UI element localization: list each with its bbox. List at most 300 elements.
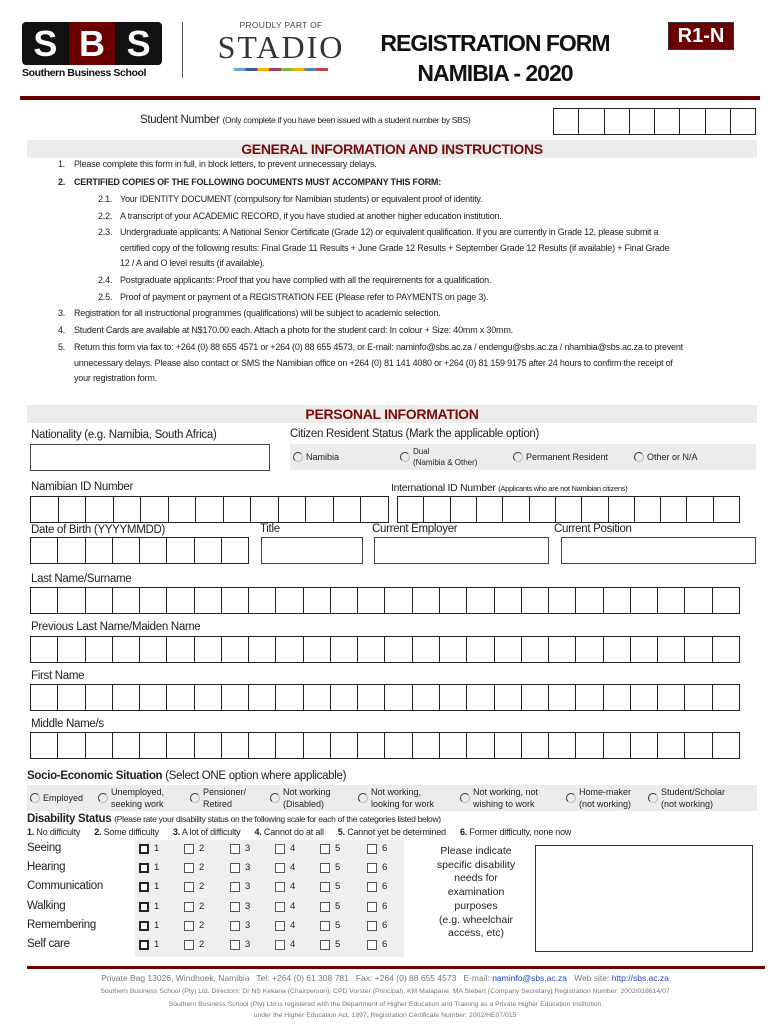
rating-checkbox[interactable] — [184, 844, 194, 854]
general-heading: GENERAL INFORMATION AND INSTRUCTIONS — [27, 140, 757, 158]
radio-icon — [270, 793, 280, 803]
rating-checkbox[interactable] — [184, 940, 194, 950]
rating-label: 5 — [335, 862, 341, 873]
rating-checkbox[interactable] — [184, 882, 194, 892]
character-box[interactable] — [609, 497, 635, 522]
employer-input[interactable] — [374, 537, 549, 564]
character-box[interactable] — [554, 109, 579, 134]
character-box[interactable] — [713, 588, 739, 613]
personal-heading: PERSONAL INFORMATION — [27, 405, 757, 423]
scale-item: 6. Former difficulty, none now — [459, 827, 572, 837]
character-box[interactable] — [58, 538, 85, 563]
character-box[interactable] — [304, 588, 331, 613]
rating-label: 1 — [154, 920, 160, 931]
character-box[interactable] — [655, 109, 680, 134]
character-box[interactable] — [304, 733, 331, 758]
character-box[interactable] — [658, 637, 685, 662]
radio-icon — [400, 452, 410, 462]
character-box[interactable] — [249, 685, 276, 710]
character-box[interactable] — [495, 685, 522, 710]
character-box[interactable] — [113, 637, 140, 662]
character-box[interactable] — [440, 685, 467, 710]
character-box[interactable] — [630, 109, 655, 134]
rating-checkbox[interactable] — [275, 940, 285, 950]
position-input[interactable] — [561, 537, 756, 564]
character-box[interactable] — [631, 637, 658, 662]
header-rule — [20, 96, 760, 100]
character-box[interactable] — [495, 733, 522, 758]
character-box[interactable] — [685, 637, 712, 662]
character-box[interactable] — [687, 497, 713, 522]
character-box[interactable] — [86, 497, 114, 522]
prev-name-input[interactable] — [30, 636, 740, 663]
character-box[interactable] — [140, 733, 167, 758]
footer-rule — [27, 966, 765, 969]
character-box[interactable] — [685, 588, 712, 613]
rating-label: 4 — [290, 881, 296, 892]
character-box[interactable] — [113, 538, 140, 563]
character-box[interactable] — [713, 637, 739, 662]
socio-option[interactable]: Home-maker (not working) — [566, 786, 631, 810]
instruction-text: 2.2. — [98, 211, 113, 221]
citizen-status-label: Citizen Resident Status (Mark the applicable option) — [290, 428, 540, 440]
character-box[interactable] — [413, 685, 440, 710]
rating-checkbox[interactable] — [275, 902, 285, 912]
character-box[interactable] — [59, 497, 87, 522]
instruction-text: 12 / A and O level results (if available). — [120, 258, 265, 268]
character-box[interactable] — [304, 685, 331, 710]
socio-option[interactable]: Not working (Disabled) — [270, 786, 331, 810]
character-box[interactable] — [306, 497, 334, 522]
disability-needs-input[interactable] — [535, 845, 753, 952]
rating-checkbox[interactable] — [320, 882, 330, 892]
character-box[interactable] — [113, 733, 140, 758]
character-box[interactable] — [167, 733, 194, 758]
namibian-id-label: Namibian ID Number — [31, 481, 133, 493]
nationality-input[interactable] — [30, 444, 270, 471]
form-title — [370, 28, 620, 88]
character-box[interactable] — [605, 109, 630, 134]
instruction-text: CERTIFIED COPIES OF THE FOLLOWING DOCUMENTS MUST ACCOMPANY THIS FORM: — [74, 177, 442, 187]
character-box[interactable] — [195, 685, 222, 710]
rating-label: 3 — [245, 862, 251, 873]
character-box[interactable] — [576, 588, 603, 613]
character-box[interactable] — [358, 637, 385, 662]
character-box[interactable] — [361, 497, 388, 522]
character-box[interactable] — [604, 733, 631, 758]
rating-checkbox[interactable] — [367, 844, 377, 854]
dob-label: Date of Birth (YYYYMMDD) — [31, 524, 166, 536]
character-box[interactable] — [331, 588, 358, 613]
character-box[interactable] — [522, 685, 549, 710]
rating-checkbox[interactable] — [139, 902, 149, 912]
character-box[interactable] — [631, 733, 658, 758]
rating-checkbox[interactable] — [184, 902, 194, 912]
character-box[interactable] — [413, 637, 440, 662]
instruction-text: 3. — [58, 308, 66, 318]
rating-label: 3 — [245, 881, 251, 892]
socio-option[interactable]: Employed — [30, 792, 83, 804]
character-box[interactable] — [58, 588, 85, 613]
character-box[interactable] — [549, 733, 576, 758]
character-box[interactable] — [549, 637, 576, 662]
character-box[interactable] — [467, 733, 494, 758]
last-name-label: Last Name/Surname — [31, 573, 132, 585]
rating-checkbox[interactable] — [275, 882, 285, 892]
partner-prefix: PROUDLY PART OF — [239, 20, 323, 30]
rating-label: 3 — [245, 901, 251, 912]
rating-checkbox[interactable] — [230, 863, 240, 873]
character-box[interactable] — [714, 497, 739, 522]
rating-checkbox[interactable] — [139, 882, 149, 892]
needs-line: examination — [447, 886, 505, 899]
rating-checkbox[interactable] — [275, 863, 285, 873]
character-box[interactable] — [440, 733, 467, 758]
character-box[interactable] — [167, 588, 194, 613]
rating-label: 4 — [290, 862, 296, 873]
character-box[interactable] — [222, 637, 249, 662]
character-box[interactable] — [576, 685, 603, 710]
disability-needs-prompt — [420, 845, 532, 941]
character-box[interactable] — [140, 637, 167, 662]
character-box[interactable] — [658, 733, 685, 758]
rating-label: 6 — [382, 901, 388, 912]
socio-option[interactable]: Not working, looking for work — [358, 786, 434, 810]
rating-checkbox[interactable] — [275, 844, 285, 854]
rating-label: 4 — [290, 901, 296, 912]
character-box[interactable] — [503, 497, 529, 522]
rating-checkbox[interactable] — [230, 844, 240, 854]
character-box[interactable] — [195, 637, 222, 662]
character-box[interactable] — [331, 733, 358, 758]
scale-item: 3. A lot of difficulty — [172, 827, 241, 837]
character-box[interactable] — [658, 685, 685, 710]
student-number-label: Student Number (Only complete if you have been issued with a student number by SBS) — [140, 114, 471, 126]
character-box[interactable] — [604, 637, 631, 662]
disability-category: Hearing — [27, 861, 66, 873]
color-bar — [234, 68, 328, 71]
character-box[interactable] — [549, 588, 576, 613]
socio-label: Socio-Economic Situation (Select ONE option where applicable) — [27, 770, 347, 782]
footer-web-link[interactable]: http://sbs.ac.za — [609, 973, 669, 983]
character-box[interactable] — [582, 497, 608, 522]
rating-label: 3 — [245, 843, 251, 854]
character-box[interactable] — [579, 109, 604, 134]
intl-id-input[interactable] — [397, 496, 740, 523]
character-box[interactable] — [86, 685, 113, 710]
character-box[interactable] — [58, 637, 85, 662]
instruction-text: Undergraduate applicants: A National Senior Certificate (Grade 12) or equivalent qualification. If you are currently in Grade 12, please submit a — [120, 227, 659, 237]
rating-checkbox[interactable] — [367, 882, 377, 892]
character-box[interactable] — [635, 497, 661, 522]
character-box[interactable] — [249, 588, 276, 613]
title-line-1: REGISTRATION FORM — [380, 30, 610, 56]
character-box[interactable] — [358, 685, 385, 710]
stadio-logo — [200, 20, 362, 71]
character-box[interactable] — [731, 109, 755, 134]
character-box[interactable] — [86, 733, 113, 758]
character-box[interactable] — [658, 588, 685, 613]
character-box[interactable] — [222, 588, 249, 613]
character-box[interactable] — [222, 538, 248, 563]
scale-item: 1. No difficulty — [27, 827, 81, 837]
character-box[interactable] — [549, 685, 576, 710]
character-box[interactable] — [495, 588, 522, 613]
character-box[interactable] — [31, 588, 58, 613]
scale-item: 2. Some difficulty — [94, 827, 159, 837]
instruction-text: 4. — [58, 325, 66, 335]
character-box[interactable] — [556, 497, 582, 522]
character-box[interactable] — [467, 637, 494, 662]
rating-checkbox[interactable] — [139, 844, 149, 854]
character-box[interactable] — [631, 588, 658, 613]
middle-name-label: Middle Name/s — [31, 718, 104, 730]
instruction-text: 2.3. — [98, 227, 113, 237]
character-box[interactable] — [522, 637, 549, 662]
student-number-input[interactable] — [553, 108, 756, 135]
rating-checkbox[interactable] — [320, 902, 330, 912]
rating-checkbox[interactable] — [230, 882, 240, 892]
radio-icon — [98, 793, 108, 803]
rating-checkbox[interactable] — [139, 940, 149, 950]
character-box[interactable] — [440, 637, 467, 662]
needs-line: specific disability — [436, 858, 516, 871]
instruction-text: 2.4. — [98, 275, 113, 285]
character-box[interactable] — [576, 637, 603, 662]
character-box[interactable] — [249, 637, 276, 662]
character-box[interactable] — [31, 733, 58, 758]
rating-grid-bg — [135, 840, 404, 957]
instruction-text: 2.1. — [98, 194, 113, 204]
character-box[interactable] — [334, 497, 362, 522]
character-box[interactable] — [477, 497, 503, 522]
title-label: Title — [260, 523, 280, 535]
character-box[interactable] — [304, 637, 331, 662]
character-box[interactable] — [604, 685, 631, 710]
radio-other[interactable]: Other or N/A — [634, 452, 698, 462]
character-box[interactable] — [358, 588, 385, 613]
rating-checkbox[interactable] — [139, 921, 149, 931]
character-box[interactable] — [169, 497, 197, 522]
logo-letter: B — [69, 22, 116, 65]
instruction-text: Return this form via fax to: +264 (0) 88 655 4571 or +264 (0) 88 655 4573, or E-mail: naminfo@sbs.ac.za / endengu@sbs.ac.za / nhambia@sbs.ac.za to prevent — [74, 342, 683, 352]
rating-label: 3 — [245, 920, 251, 931]
radio-icon — [513, 452, 523, 462]
character-box[interactable] — [398, 497, 424, 522]
rating-label: 2 — [199, 843, 205, 854]
character-box[interactable] — [113, 685, 140, 710]
character-box[interactable] — [31, 637, 58, 662]
character-box[interactable] — [576, 733, 603, 758]
character-box[interactable] — [413, 733, 440, 758]
disability-scale — [27, 827, 571, 837]
radio-icon — [30, 793, 40, 803]
socio-option[interactable]: Student/Scholar (not working) — [648, 786, 725, 810]
radio-permanent-resident[interactable]: Permanent Resident — [513, 452, 608, 462]
character-box[interactable] — [31, 538, 58, 563]
character-box[interactable] — [451, 497, 477, 522]
character-box[interactable] — [385, 733, 412, 758]
rating-label: 6 — [382, 881, 388, 892]
instruction-text: Proof of payment or payment of a REGISTRATION FEE (Please refer to PAYMENTS on page 3). — [120, 292, 489, 302]
character-box[interactable] — [251, 497, 279, 522]
rating-checkbox[interactable] — [320, 863, 330, 873]
socio-option[interactable]: Unemployed, seeking work — [98, 786, 164, 810]
scale-item: 5. Cannot yet be determined — [337, 827, 446, 837]
radio-icon — [190, 793, 200, 803]
instruction-text: your registration form. — [74, 373, 157, 383]
footer-company: Southern Business School (Pty) Ltd. Directors: Dr NS Kekana (Chairperson), CPD Vorster (Principal), KM Malapane, MA Siebert (Company Secretary) Registration Number: 2002/018614/07 — [100, 988, 670, 995]
character-box[interactable] — [680, 109, 705, 134]
character-box[interactable] — [467, 685, 494, 710]
rating-checkbox[interactable] — [320, 921, 330, 931]
disability-category: Seeing — [27, 842, 62, 854]
dob-input[interactable] — [30, 537, 249, 564]
rating-label: 5 — [335, 843, 341, 854]
character-box[interactable] — [413, 588, 440, 613]
rating-checkbox[interactable] — [275, 921, 285, 931]
character-box[interactable] — [713, 733, 739, 758]
socio-option[interactable]: Not working, not wishing to work — [460, 786, 538, 810]
partner-name: STADIO — [217, 29, 345, 65]
rating-checkbox[interactable] — [139, 863, 149, 873]
character-box[interactable] — [522, 588, 549, 613]
character-box[interactable] — [276, 588, 303, 613]
rating-label: 5 — [335, 901, 341, 912]
character-box[interactable] — [141, 497, 169, 522]
character-box[interactable] — [276, 733, 303, 758]
rating-label: 2 — [199, 901, 205, 912]
character-box[interactable] — [249, 733, 276, 758]
needs-line: Please indicate — [440, 845, 512, 857]
character-box[interactable] — [31, 685, 58, 710]
character-box[interactable] — [331, 637, 358, 662]
character-box[interactable] — [279, 497, 307, 522]
character-box[interactable] — [276, 685, 303, 710]
rating-label: 2 — [199, 881, 205, 892]
radio-icon — [566, 793, 576, 803]
character-box[interactable] — [195, 538, 222, 563]
footer-email-link[interactable]: naminfo@sbs.ac.za — [492, 973, 567, 983]
character-box[interactable] — [685, 733, 712, 758]
character-box[interactable] — [86, 588, 113, 613]
needs-line: needs for — [454, 872, 498, 885]
character-box[interactable] — [195, 733, 222, 758]
character-box[interactable] — [685, 685, 712, 710]
character-box[interactable] — [58, 685, 85, 710]
character-box[interactable] — [167, 637, 194, 662]
character-box[interactable] — [604, 588, 631, 613]
rating-label: 2 — [199, 920, 205, 931]
rating-checkbox[interactable] — [367, 940, 377, 950]
rating-label: 4 — [290, 939, 296, 950]
rating-checkbox[interactable] — [184, 921, 194, 931]
middle-name-input[interactable] — [30, 732, 740, 759]
character-box[interactable] — [140, 538, 167, 563]
character-box[interactable] — [385, 685, 412, 710]
rating-checkbox[interactable] — [184, 863, 194, 873]
instruction-text: 2. — [58, 177, 66, 187]
character-box[interactable] — [86, 538, 113, 563]
character-box[interactable] — [31, 497, 59, 522]
rating-checkbox[interactable] — [320, 940, 330, 950]
instruction-text: Please complete this form in full, in block letters, to prevent unnecessary delays. — [74, 159, 377, 169]
rating-checkbox[interactable] — [230, 902, 240, 912]
namibian-id-input[interactable] — [30, 496, 389, 523]
character-box[interactable] — [58, 733, 85, 758]
character-box[interactable] — [631, 685, 658, 710]
rating-label: 5 — [335, 939, 341, 950]
character-box[interactable] — [424, 497, 450, 522]
rating-label: 2 — [199, 862, 205, 873]
radio-dual[interactable]: Dual (Namibia & Other) — [400, 446, 477, 468]
title-input[interactable] — [261, 537, 363, 564]
instruction-text: Postgraduate applicants: Proof that you have complied with all the requirements for a qualification. — [120, 275, 492, 285]
character-box[interactable] — [86, 637, 113, 662]
character-box[interactable] — [467, 588, 494, 613]
character-box[interactable] — [358, 733, 385, 758]
character-box[interactable] — [530, 497, 556, 522]
character-box[interactable] — [440, 588, 467, 613]
character-box[interactable] — [114, 497, 142, 522]
rating-checkbox[interactable] — [320, 844, 330, 854]
rating-label: 1 — [154, 939, 160, 950]
rating-checkbox[interactable] — [367, 863, 377, 873]
instruction-text: Your IDENTITY DOCUMENT (compulsory for Namibian students) or equivalent proof of identity. — [120, 194, 483, 204]
character-box[interactable] — [495, 637, 522, 662]
intl-id-label: International ID Number (Applicants who are not Namibian citizens) — [391, 482, 628, 494]
rating-label: 4 — [290, 843, 296, 854]
footer-certificate: under the Higher Education Act, 1997. Registration Certificate Number: 2002/HE07/015 — [253, 1012, 517, 1019]
rating-label: 4 — [290, 920, 296, 931]
rating-checkbox[interactable] — [230, 940, 240, 950]
character-box[interactable] — [706, 109, 731, 134]
rating-label: 6 — [382, 843, 388, 854]
first-name-input[interactable] — [30, 684, 740, 711]
instruction-text: Registration for all instructional programmes (qualifications) will be subject to academic selection. — [74, 308, 441, 318]
rating-checkbox[interactable] — [367, 921, 377, 931]
character-box[interactable] — [167, 685, 194, 710]
character-box[interactable] — [385, 637, 412, 662]
character-box[interactable] — [222, 733, 249, 758]
radio-namibia[interactable]: Namibia — [293, 452, 339, 462]
disability-category: Communication — [27, 880, 103, 892]
last-name-input[interactable] — [30, 587, 740, 614]
nationality-label: Nationality (e.g. Namibia, South Africa) — [31, 429, 217, 441]
socio-option[interactable]: Pensioner/ Retired — [190, 786, 246, 810]
rating-checkbox[interactable] — [230, 921, 240, 931]
logo-letter: S — [22, 22, 69, 65]
character-box[interactable] — [140, 685, 167, 710]
character-box[interactable] — [222, 685, 249, 710]
character-box[interactable] — [167, 538, 194, 563]
character-box[interactable] — [713, 685, 739, 710]
instruction-text: unnecessary delays. Please also contact or SMS the Namibian office on +264 (0) 81 141 4080 or +264 (0) 81 159 9175 after 24 hours to confirm the receipt of — [74, 358, 673, 368]
character-box[interactable] — [195, 588, 222, 613]
character-box[interactable] — [661, 497, 687, 522]
character-box[interactable] — [385, 588, 412, 613]
character-box[interactable] — [276, 637, 303, 662]
divider — [182, 22, 183, 78]
rating-label: 3 — [245, 939, 251, 950]
character-box[interactable] — [140, 588, 167, 613]
character-box[interactable] — [196, 497, 224, 522]
rating-checkbox[interactable] — [367, 902, 377, 912]
character-box[interactable] — [331, 685, 358, 710]
character-box[interactable] — [522, 733, 549, 758]
character-box[interactable] — [224, 497, 252, 522]
character-box[interactable] — [113, 588, 140, 613]
